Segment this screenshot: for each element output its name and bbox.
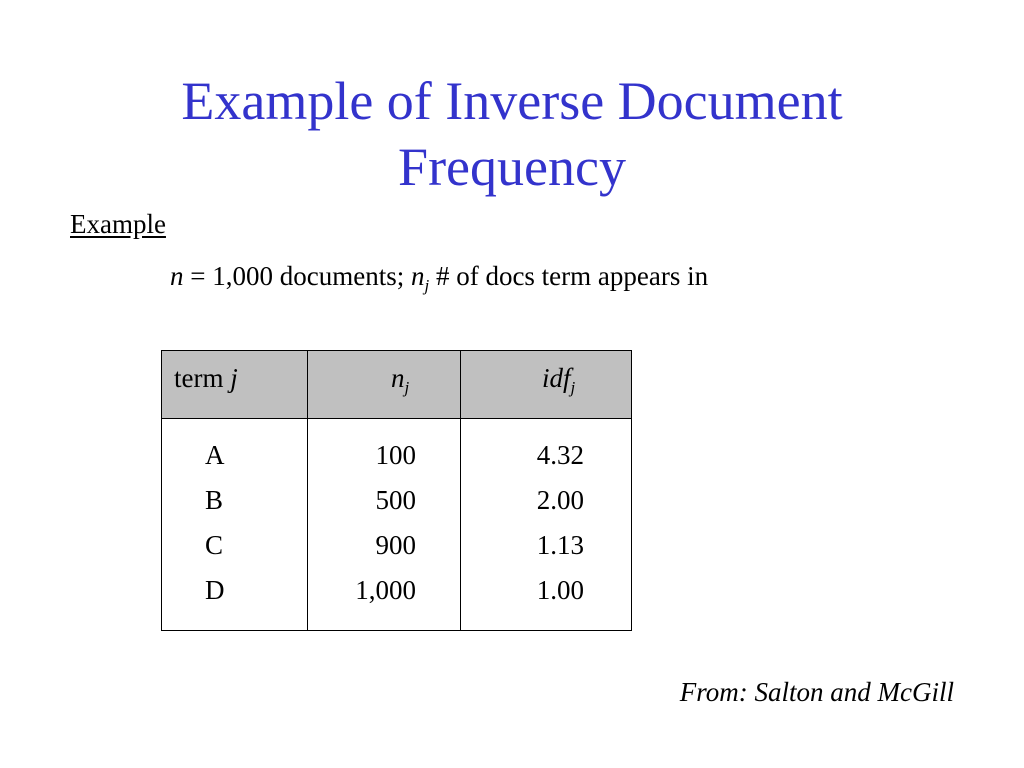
- header-idf: [542, 361, 575, 395]
- nj-column: [312, 433, 416, 613]
- term-cell: C: [205, 530, 224, 560]
- column-divider-2: [460, 351, 461, 630]
- header-term-label: term: [174, 363, 231, 393]
- header-term-variable: j: [230, 363, 238, 393]
- idf-column: [492, 433, 584, 613]
- n-definition-text: = 1,000 documents;: [183, 261, 411, 291]
- column-divider-1: [307, 351, 308, 630]
- slide-title: [0, 68, 1024, 200]
- idf-table: [161, 350, 632, 631]
- nj-definition-text: # of docs term appears in: [429, 261, 709, 291]
- header-idf-subscript: j: [570, 378, 576, 397]
- term-cell: B: [205, 485, 224, 515]
- header-nj-variable: n: [391, 363, 405, 393]
- term-column: [205, 433, 235, 613]
- header-nj-subscript: j: [404, 378, 410, 397]
- term-cell: A: [205, 440, 225, 470]
- definition-line: [170, 259, 708, 293]
- header-term: [174, 361, 238, 395]
- nj-variable: n: [410, 261, 425, 291]
- header-nj: [391, 361, 409, 395]
- slide-title-line-1: Example of Inverse Document: [181, 71, 843, 131]
- nj-cell: 1,000: [355, 575, 416, 605]
- idf-cell: 2.00: [536, 485, 584, 515]
- n-variable: n: [170, 261, 184, 291]
- nj-subscript: j: [424, 276, 430, 295]
- idf-cell: 1.13: [536, 530, 584, 560]
- idf-cell: 4.32: [536, 440, 584, 470]
- nj-cell: 900: [375, 530, 416, 560]
- header-idf-variable: idf: [542, 363, 571, 393]
- nj-cell: 100: [375, 440, 416, 470]
- source-citation: From: Salton and McGill: [679, 677, 954, 707]
- section-heading: Example: [70, 209, 166, 239]
- slide-title-line-2: Frequency: [398, 137, 626, 197]
- term-cell: D: [205, 575, 225, 605]
- nj-cell: 500: [375, 485, 416, 515]
- idf-cell: 1.00: [536, 575, 584, 605]
